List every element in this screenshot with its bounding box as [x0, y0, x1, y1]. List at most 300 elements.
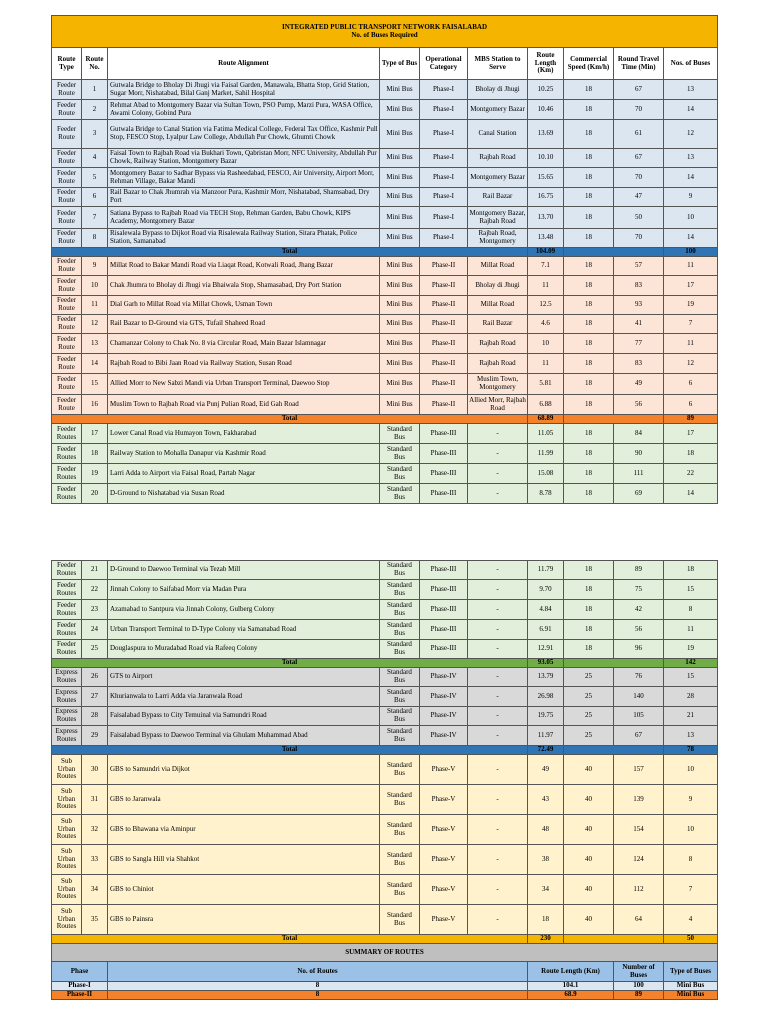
- total-buses: 50: [664, 935, 718, 944]
- table-row: [52, 620, 718, 640]
- summary-header: No. of Routes: [108, 962, 528, 982]
- table-cell: Feeder Routes: [52, 580, 82, 600]
- summary-cell: Mini Bus: [664, 982, 718, 991]
- table-cell: Mini Bus: [380, 229, 420, 248]
- table-cell: -: [468, 726, 528, 746]
- table-cell: Feeder Route: [52, 374, 82, 395]
- table-cell: 18: [564, 424, 614, 444]
- table-cell: 18: [564, 168, 614, 188]
- table-cell: 13: [664, 149, 718, 168]
- table-cell: 8: [82, 229, 108, 248]
- table-cell: 61: [614, 120, 664, 149]
- table-cell: -: [468, 707, 528, 726]
- table-cell: 67: [614, 726, 664, 746]
- table-cell: Canal Station: [468, 120, 528, 149]
- table-cell: Faisalabad Bypass to City Temuinal via Samundri Road: [108, 707, 380, 726]
- table-cell: Bholay di Jhugi: [468, 80, 528, 100]
- table-row: [52, 334, 718, 354]
- table-cell: Phase-IV: [420, 707, 468, 726]
- table-cell: Feeder Route: [52, 257, 82, 276]
- table-cell: 27: [82, 687, 108, 707]
- table-cell: Phase-V: [420, 905, 468, 935]
- table-cell: 1: [82, 80, 108, 100]
- table-cell: 10: [664, 755, 718, 785]
- table-cell: Standard Bus: [380, 845, 420, 875]
- table-cell: 10: [528, 334, 564, 354]
- table-row: [52, 188, 718, 207]
- table-cell: Standard Bus: [380, 444, 420, 464]
- table-cell: Phase-I: [420, 168, 468, 188]
- table-row: [52, 424, 718, 444]
- table-cell: 2: [82, 100, 108, 120]
- table-cell: 11: [664, 620, 718, 640]
- table-cell: Montgomery Bazar: [468, 100, 528, 120]
- table-cell: 18: [564, 580, 614, 600]
- total-length: 230: [528, 935, 564, 944]
- total-length: 104.09: [528, 248, 564, 257]
- table-cell: -: [468, 785, 528, 815]
- table-cell: Millat Road: [468, 257, 528, 276]
- table-cell: Phase-V: [420, 875, 468, 905]
- table-cell: 8: [664, 845, 718, 875]
- table-cell: 6: [82, 188, 108, 207]
- table-cell: Douglaspura to Muradabad Road via Rafeeq Colony: [108, 640, 380, 659]
- table-cell: Phase-III: [420, 484, 468, 504]
- total-row: [52, 746, 718, 755]
- table-cell: Allied Morr, Rajbah Road: [468, 395, 528, 415]
- table-cell: 154: [614, 815, 664, 845]
- table-cell: Express Routes: [52, 668, 82, 687]
- table-cell: -: [468, 687, 528, 707]
- table-cell: Gutwala Bridge to Canal Station via Fatima Medical College, Federal Tax Office, Kashmir Pull Stop, FESCO Stop, Lyalpur Law College, Abdullah Pur Chowk, Ghumti Chowk: [108, 120, 380, 149]
- table-cell: 69: [614, 484, 664, 504]
- table-cell: 21: [664, 707, 718, 726]
- table-cell: 9.70: [528, 580, 564, 600]
- column-header: Route Alignment: [108, 48, 380, 80]
- table-cell: Mini Bus: [380, 207, 420, 229]
- total-row: [52, 415, 718, 424]
- table-cell: -: [468, 845, 528, 875]
- table-cell: Feeder Route: [52, 207, 82, 229]
- table-cell: D-Ground to Nishatabad via Susan Road: [108, 484, 380, 504]
- table-cell: 11.99: [528, 444, 564, 464]
- table-cell: GBS to Jaranwala: [108, 785, 380, 815]
- table-cell: 24: [82, 620, 108, 640]
- table-cell: 96: [614, 640, 664, 659]
- table-cell: 10: [664, 815, 718, 845]
- table-cell: Standard Bus: [380, 561, 420, 580]
- table-cell: 6.88: [528, 395, 564, 415]
- subtitle-text: No. of Buses Required: [351, 30, 418, 39]
- table-cell: 14: [82, 354, 108, 374]
- table-cell: Railway Station to Mohalla Danapur via Kashmir Road: [108, 444, 380, 464]
- table-cell: 41: [614, 315, 664, 334]
- table-cell: 16.75: [528, 188, 564, 207]
- table-cell: Feeder Routes: [52, 640, 82, 659]
- table-cell: 48: [528, 815, 564, 845]
- table-cell: 18: [564, 395, 614, 415]
- table-cell: Phase-V: [420, 785, 468, 815]
- table-row: [52, 687, 718, 707]
- table-cell: 25: [564, 707, 614, 726]
- table-cell: Mini Bus: [380, 276, 420, 296]
- table-cell: 11.97: [528, 726, 564, 746]
- summary-header-row: [52, 962, 718, 982]
- table-cell: 19: [664, 640, 718, 659]
- table-cell: Standard Bus: [380, 707, 420, 726]
- table-cell: 18: [664, 444, 718, 464]
- table-cell: Phase-I: [420, 80, 468, 100]
- table-cell: 18: [564, 561, 614, 580]
- table-row: [52, 444, 718, 464]
- total-buses: 89: [664, 415, 718, 424]
- table-cell: Mini Bus: [380, 315, 420, 334]
- total-label: Total: [52, 935, 528, 944]
- table-cell: -: [468, 424, 528, 444]
- table-row: [52, 640, 718, 659]
- table-cell: 18: [564, 640, 614, 659]
- table-cell: 17: [664, 424, 718, 444]
- table-cell: 6: [664, 395, 718, 415]
- table-cell: 40: [564, 785, 614, 815]
- table-cell: 11: [664, 334, 718, 354]
- summary-title-row: [52, 944, 718, 962]
- table-cell: 11: [664, 257, 718, 276]
- summary-cell: Phase-I: [52, 982, 108, 991]
- table-title: [52, 16, 718, 48]
- table-cell: 93: [614, 296, 664, 315]
- table-cell: 33: [82, 845, 108, 875]
- table-cell: 26: [82, 668, 108, 687]
- table-cell: 18: [564, 257, 614, 276]
- table-cell: Phase-V: [420, 815, 468, 845]
- table-cell: Phase-I: [420, 188, 468, 207]
- total-spacer: [564, 659, 664, 668]
- table-cell: 15.08: [528, 464, 564, 484]
- table-cell: 28: [664, 687, 718, 707]
- total-label: Total: [52, 248, 528, 257]
- summary-cell: 8: [108, 991, 528, 1000]
- table-cell: 26.98: [528, 687, 564, 707]
- table-cell: Muslim Town, Montgomery: [468, 374, 528, 395]
- table-cell: Feeder Route: [52, 120, 82, 149]
- summary-header: Number of Buses: [614, 962, 664, 982]
- total-buses: 100: [664, 248, 718, 257]
- table-cell: 22: [82, 580, 108, 600]
- table-cell: Phase-I: [420, 207, 468, 229]
- table-cell: Standard Bus: [380, 640, 420, 659]
- summary-cell: 89: [614, 991, 664, 1000]
- table-cell: -: [468, 640, 528, 659]
- table-cell: Feeder Route: [52, 149, 82, 168]
- table-cell: 6: [664, 374, 718, 395]
- column-header: Operational Category: [420, 48, 468, 80]
- table-cell: 18: [564, 207, 614, 229]
- table-cell: 13: [82, 334, 108, 354]
- table-cell: 112: [614, 875, 664, 905]
- column-header: MBS Station to Serve: [468, 48, 528, 80]
- summary-title: SUMMARY OF ROUTES: [52, 944, 718, 962]
- table-cell: Phase-III: [420, 640, 468, 659]
- table-cell: 40: [564, 815, 614, 845]
- table-cell: 40: [564, 875, 614, 905]
- column-header: Route Length (Km): [528, 48, 564, 80]
- table-cell: GBS to Bhawana via Aminpur: [108, 815, 380, 845]
- column-header: Round Travel Time (Min): [614, 48, 664, 80]
- table-cell: Montgomery Bazar: [468, 168, 528, 188]
- total-length: 72.49: [528, 746, 564, 755]
- table-cell: 35: [82, 905, 108, 935]
- table-cell: Phase-III: [420, 600, 468, 620]
- summary-header: Route Length (Km): [528, 962, 614, 982]
- table-cell: 12: [82, 315, 108, 334]
- table-cell: 11: [82, 296, 108, 315]
- summary-header: Phase: [52, 962, 108, 982]
- table-cell: 140: [614, 687, 664, 707]
- table-cell: 15.65: [528, 168, 564, 188]
- table-cell: 18: [564, 444, 614, 464]
- table-cell: 14: [664, 229, 718, 248]
- total-label: Total: [52, 415, 528, 424]
- table-cell: Larri Adda to Airport via Faisal Road, Partab Nagar: [108, 464, 380, 484]
- total-label: Total: [52, 746, 528, 755]
- column-header: Route Type: [52, 48, 82, 80]
- summary-cell: Phase-II: [52, 991, 108, 1000]
- table-cell: 31: [82, 785, 108, 815]
- total-row: [52, 935, 718, 944]
- table-cell: 4: [664, 905, 718, 935]
- table-row: [52, 168, 718, 188]
- table-cell: Feeder Routes: [52, 484, 82, 504]
- table-cell: 6.91: [528, 620, 564, 640]
- total-length: 93.05: [528, 659, 564, 668]
- table-cell: Phase-II: [420, 276, 468, 296]
- table-cell: 10: [82, 276, 108, 296]
- summary-header: Type of Buses: [664, 962, 718, 982]
- table-cell: 13: [664, 726, 718, 746]
- table-cell: 105: [614, 707, 664, 726]
- table-row: [52, 580, 718, 600]
- table-cell: Rajbah Road: [468, 149, 528, 168]
- table-cell: 15: [82, 374, 108, 395]
- table-cell: 10.46: [528, 100, 564, 120]
- table-cell: 34: [82, 875, 108, 905]
- table-cell: Bholay di Jhugi: [468, 276, 528, 296]
- table-cell: Gutwala Bridge to Bholay Di Jhugi via Faisal Garden, Manawala, Bhatta Stop, Grid Station, Sugar Morr, Nishatabad, Bilal Ganj Market, Sahil Hospital: [108, 80, 380, 100]
- table-cell: 34: [528, 875, 564, 905]
- table-cell: Urban Transport Terminal to D-Type Colony via Samanabad Road: [108, 620, 380, 640]
- table-cell: 38: [528, 845, 564, 875]
- table-cell: 13.69: [528, 120, 564, 149]
- table-cell: 18: [564, 484, 614, 504]
- table-cell: 13.48: [528, 229, 564, 248]
- table-row: [52, 905, 718, 935]
- table-cell: Azamabad to Santpura via Jinnah Colony, Gulberg Colony: [108, 600, 380, 620]
- table-cell: Phase-I: [420, 149, 468, 168]
- table-cell: Sub Urban Routes: [52, 845, 82, 875]
- table-cell: -: [468, 815, 528, 845]
- table-cell: 49: [528, 755, 564, 785]
- table-cell: Faisalabad Bypass to Daewoo Terminal via Ghulam Muhammad Abad: [108, 726, 380, 746]
- table-cell: 139: [614, 785, 664, 815]
- table-cell: Phase-II: [420, 374, 468, 395]
- table-cell: 18: [564, 296, 614, 315]
- table-cell: 25: [564, 687, 614, 707]
- table-row: [52, 149, 718, 168]
- table-row: [52, 354, 718, 374]
- table-cell: D-Ground to Daewoo Terminal via Tezab Mill: [108, 561, 380, 580]
- table-cell: Mini Bus: [380, 257, 420, 276]
- table-cell: 21: [82, 561, 108, 580]
- table-cell: -: [468, 905, 528, 935]
- table-cell: 67: [614, 149, 664, 168]
- table-row: [52, 374, 718, 395]
- table-cell: Feeder Route: [52, 315, 82, 334]
- table-cell: GBS to Samundri via Dijkot: [108, 755, 380, 785]
- table-cell: Satiana Bypass to Rajbah Road via TECH Stop, Rehman Garden, Babu Chowk, KIPS Academy, Montgomery Bazar: [108, 207, 380, 229]
- table-cell: 4.6: [528, 315, 564, 334]
- table-cell: Feeder Routes: [52, 561, 82, 580]
- table-cell: 18: [564, 276, 614, 296]
- table-cell: 19: [82, 464, 108, 484]
- table-cell: -: [468, 668, 528, 687]
- table-cell: 70: [614, 229, 664, 248]
- table-cell: 18: [564, 229, 614, 248]
- table-cell: Phase-I: [420, 229, 468, 248]
- table-cell: 7: [82, 207, 108, 229]
- table-cell: Allied Morr to New Sabzi Mandi via Urban Transport Terminal, Daewoo Stop: [108, 374, 380, 395]
- table-cell: 5: [82, 168, 108, 188]
- table-cell: Phase-II: [420, 395, 468, 415]
- table-cell: Express Routes: [52, 687, 82, 707]
- table-cell: 14: [664, 100, 718, 120]
- summary-cell: 100: [614, 982, 664, 991]
- table-row: [52, 395, 718, 415]
- summary-cell: 8: [108, 982, 528, 991]
- total-length: 68.89: [528, 415, 564, 424]
- total-spacer: [564, 746, 664, 755]
- table-cell: 8.78: [528, 484, 564, 504]
- table-cell: Rajbah Road: [468, 334, 528, 354]
- table-cell: Lower Canal Road via Humayon Town, Fakharabad: [108, 424, 380, 444]
- table-cell: Phase-II: [420, 315, 468, 334]
- table-cell: Feeder Route: [52, 354, 82, 374]
- table-cell: -: [468, 755, 528, 785]
- table-cell: Jinnah Colony to Saifabad Morr via Madan Pura: [108, 580, 380, 600]
- table-cell: Rehmat Abad to Montgomery Bazar via Sultan Town, PSO Pump, Marzi Pura, WASA Office, Awami Colony, Gobind Pura: [108, 100, 380, 120]
- table-cell: 9: [664, 785, 718, 815]
- table-cell: 13: [664, 80, 718, 100]
- table-cell: 20: [82, 484, 108, 504]
- total-row: [52, 659, 718, 668]
- table-cell: 25: [82, 640, 108, 659]
- table-cell: Rajbah Road to Bibi Jaan Road via Railway Station, Susan Road: [108, 354, 380, 374]
- table-cell: GBS to Painsra: [108, 905, 380, 935]
- table-row: [52, 207, 718, 229]
- table-cell: Sub Urban Routes: [52, 815, 82, 845]
- table-cell: 43: [528, 785, 564, 815]
- table-cell: Sub Urban Routes: [52, 755, 82, 785]
- table-cell: Rail Bazar: [468, 315, 528, 334]
- table-cell: Mini Bus: [380, 120, 420, 149]
- table-cell: Phase-III: [420, 464, 468, 484]
- title-text: INTEGRATED PUBLIC TRANSPORT NETWORK FAISALABAD: [282, 22, 488, 31]
- table-cell: 18: [564, 149, 614, 168]
- table-cell: Mini Bus: [380, 168, 420, 188]
- table-cell: 17: [664, 276, 718, 296]
- table-cell: 7: [664, 875, 718, 905]
- table-cell: 18: [564, 100, 614, 120]
- table-cell: Phase-V: [420, 755, 468, 785]
- table-cell: 40: [564, 905, 614, 935]
- table-cell: Feeder Route: [52, 229, 82, 248]
- table-cell: Standard Bus: [380, 905, 420, 935]
- table-cell: 124: [614, 845, 664, 875]
- table-row: [52, 229, 718, 248]
- table-cell: 3: [82, 120, 108, 149]
- table-row: [52, 845, 718, 875]
- table-cell: Risalewala Bypass to Dijkot Road via Risalewala Railway Station, Sitara Phatak, Police Station, Samanabad: [108, 229, 380, 248]
- table-cell: 18: [564, 80, 614, 100]
- table-cell: 40: [564, 845, 614, 875]
- table-cell: Mini Bus: [380, 296, 420, 315]
- routes-table-part1: [51, 15, 718, 504]
- table-cell: 10.10: [528, 149, 564, 168]
- table-cell: 15: [664, 668, 718, 687]
- table-cell: 28: [82, 707, 108, 726]
- summary-cell: Mini Bus: [664, 991, 718, 1000]
- total-buses: 78: [664, 746, 718, 755]
- table-cell: Feeder Routes: [52, 424, 82, 444]
- total-label: Total: [52, 659, 528, 668]
- table-cell: 18: [564, 354, 614, 374]
- table-row: [52, 464, 718, 484]
- table-cell: 89: [614, 561, 664, 580]
- table-cell: Muslim Town to Rajbah Road via Punj Pulian Road, Eid Gah Road: [108, 395, 380, 415]
- table-cell: 11: [528, 354, 564, 374]
- table-cell: Feeder Route: [52, 168, 82, 188]
- table-row: [52, 561, 718, 580]
- table-cell: Mini Bus: [380, 149, 420, 168]
- table-cell: 12.91: [528, 640, 564, 659]
- table-cell: Mini Bus: [380, 395, 420, 415]
- table-cell: Express Routes: [52, 726, 82, 746]
- column-header: Type of Bus: [380, 48, 420, 80]
- table-row: [52, 80, 718, 100]
- table-cell: Standard Bus: [380, 875, 420, 905]
- table-cell: 10: [664, 207, 718, 229]
- table-cell: Millat Road: [468, 296, 528, 315]
- table-cell: 25: [564, 668, 614, 687]
- table-row: [52, 257, 718, 276]
- table-cell: 40: [564, 755, 614, 785]
- table-cell: 19.75: [528, 707, 564, 726]
- table-cell: Standard Bus: [380, 687, 420, 707]
- table-row: [52, 120, 718, 149]
- table-cell: 12: [664, 120, 718, 149]
- table-cell: 56: [614, 620, 664, 640]
- table-cell: 8: [664, 600, 718, 620]
- table-cell: 13.70: [528, 207, 564, 229]
- table-cell: Mini Bus: [380, 334, 420, 354]
- table-cell: 17: [82, 424, 108, 444]
- total-spacer: [564, 415, 664, 424]
- table-cell: 83: [614, 354, 664, 374]
- table-cell: Standard Bus: [380, 726, 420, 746]
- table-cell: 67: [614, 80, 664, 100]
- table-cell: 14: [664, 484, 718, 504]
- table-cell: 157: [614, 755, 664, 785]
